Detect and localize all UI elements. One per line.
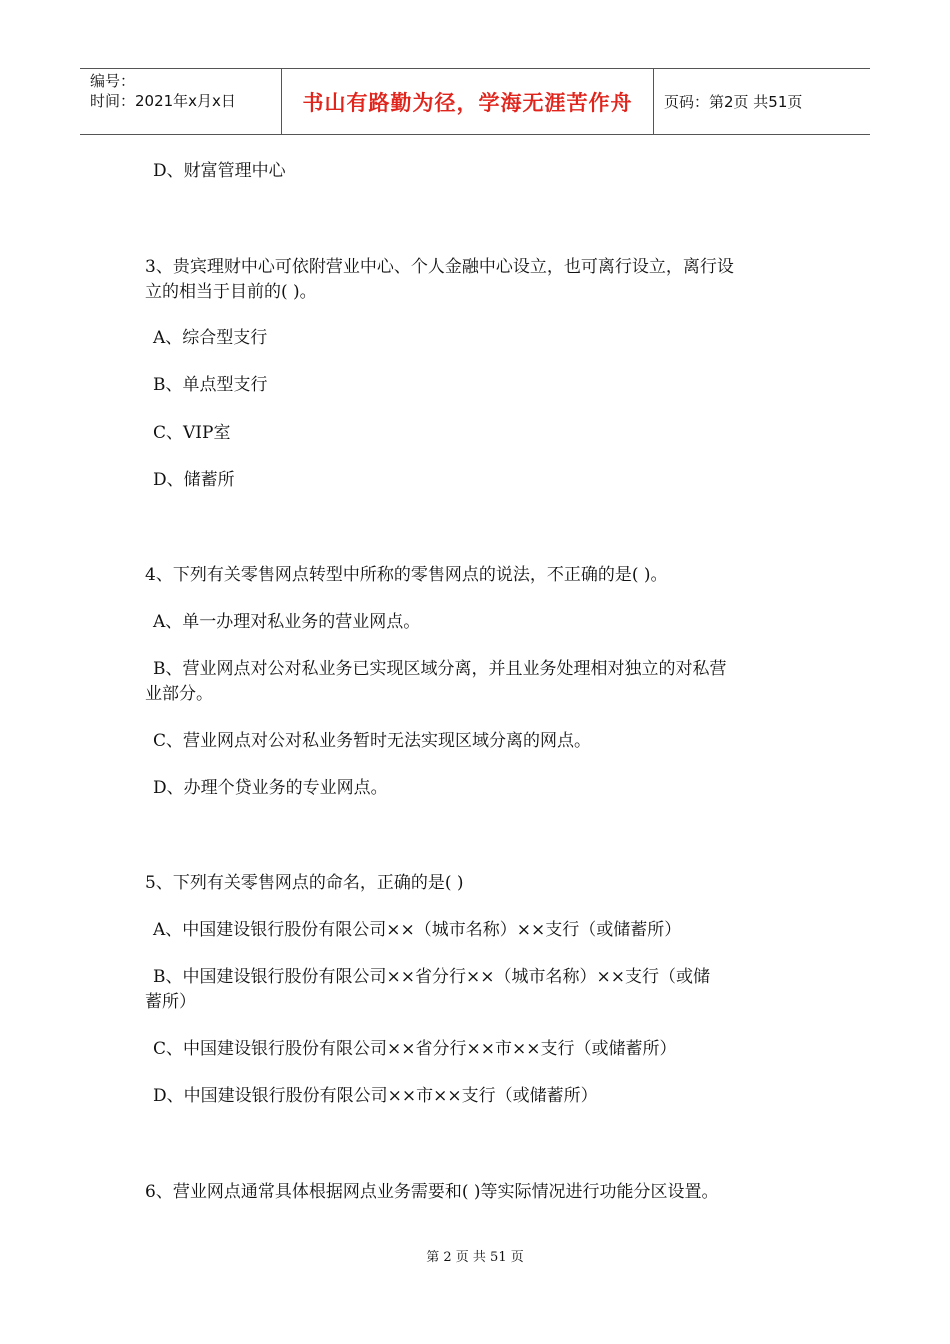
question-line: 4、下列有关零售网点转型中所称的零售网点的说法，不正确的是( )。 <box>145 565 668 585</box>
option-line: A、单一办理对私业务的营业网点。 <box>153 612 421 632</box>
header-page-info: 页码：第2页 共51页 <box>664 93 803 111</box>
option-line: D、中国建设银行股份有限公司××市××支行（或储蓄所） <box>153 1086 598 1106</box>
page-header <box>80 68 870 135</box>
question-line: 立的相当于目前的( )。 <box>145 282 317 302</box>
question-line: 6、营业网点通常具体根据网点业务需要和( )等实际情况进行功能分区设置。 <box>145 1182 719 1202</box>
option-line: A、中国建设银行股份有限公司××（城市名称）××支行（或储蓄所） <box>153 920 682 940</box>
question-line: 5、下列有关零售网点的命名，正确的是( ) <box>145 873 464 893</box>
option-line: C、中国建设银行股份有限公司××省分行××市××支行（或储蓄所） <box>153 1039 677 1059</box>
question-line: 3、贵宾理财中心可依附营业中心、个人金融中心设立，也可离行设立，离行设 <box>145 257 734 277</box>
option-line: C、营业网点对公对私业务暂时无法实现区域分离的网点。 <box>153 731 592 751</box>
header-meta <box>80 69 282 134</box>
option-line-continued: 蓄所） <box>145 992 196 1012</box>
option-line: B、营业网点对公对私业务已实现区域分离，并且业务处理相对独立的对私营 <box>153 659 727 679</box>
page-footer: 第 2 页 共 51 页 <box>426 1250 524 1265</box>
option-line: C、VIP室 <box>153 423 231 443</box>
option-line: B、中国建设银行股份有限公司××省分行××（城市名称）××支行（或储 <box>153 967 710 987</box>
header-motto: 书山有路勤为径，学海无涯苦作舟 <box>282 69 654 134</box>
option-line: D、储蓄所 <box>153 470 235 490</box>
option-line: D、财富管理中心 <box>153 161 286 181</box>
option-line: A、综合型支行 <box>153 328 268 348</box>
header-number-label: 编号： <box>90 72 136 90</box>
option-line: D、办理个贷业务的专业网点。 <box>153 778 388 798</box>
option-line: B、单点型支行 <box>153 375 268 395</box>
header-date-label: 时间：2021年x月x日 <box>90 92 236 110</box>
option-line-continued: 业部分。 <box>145 684 213 704</box>
